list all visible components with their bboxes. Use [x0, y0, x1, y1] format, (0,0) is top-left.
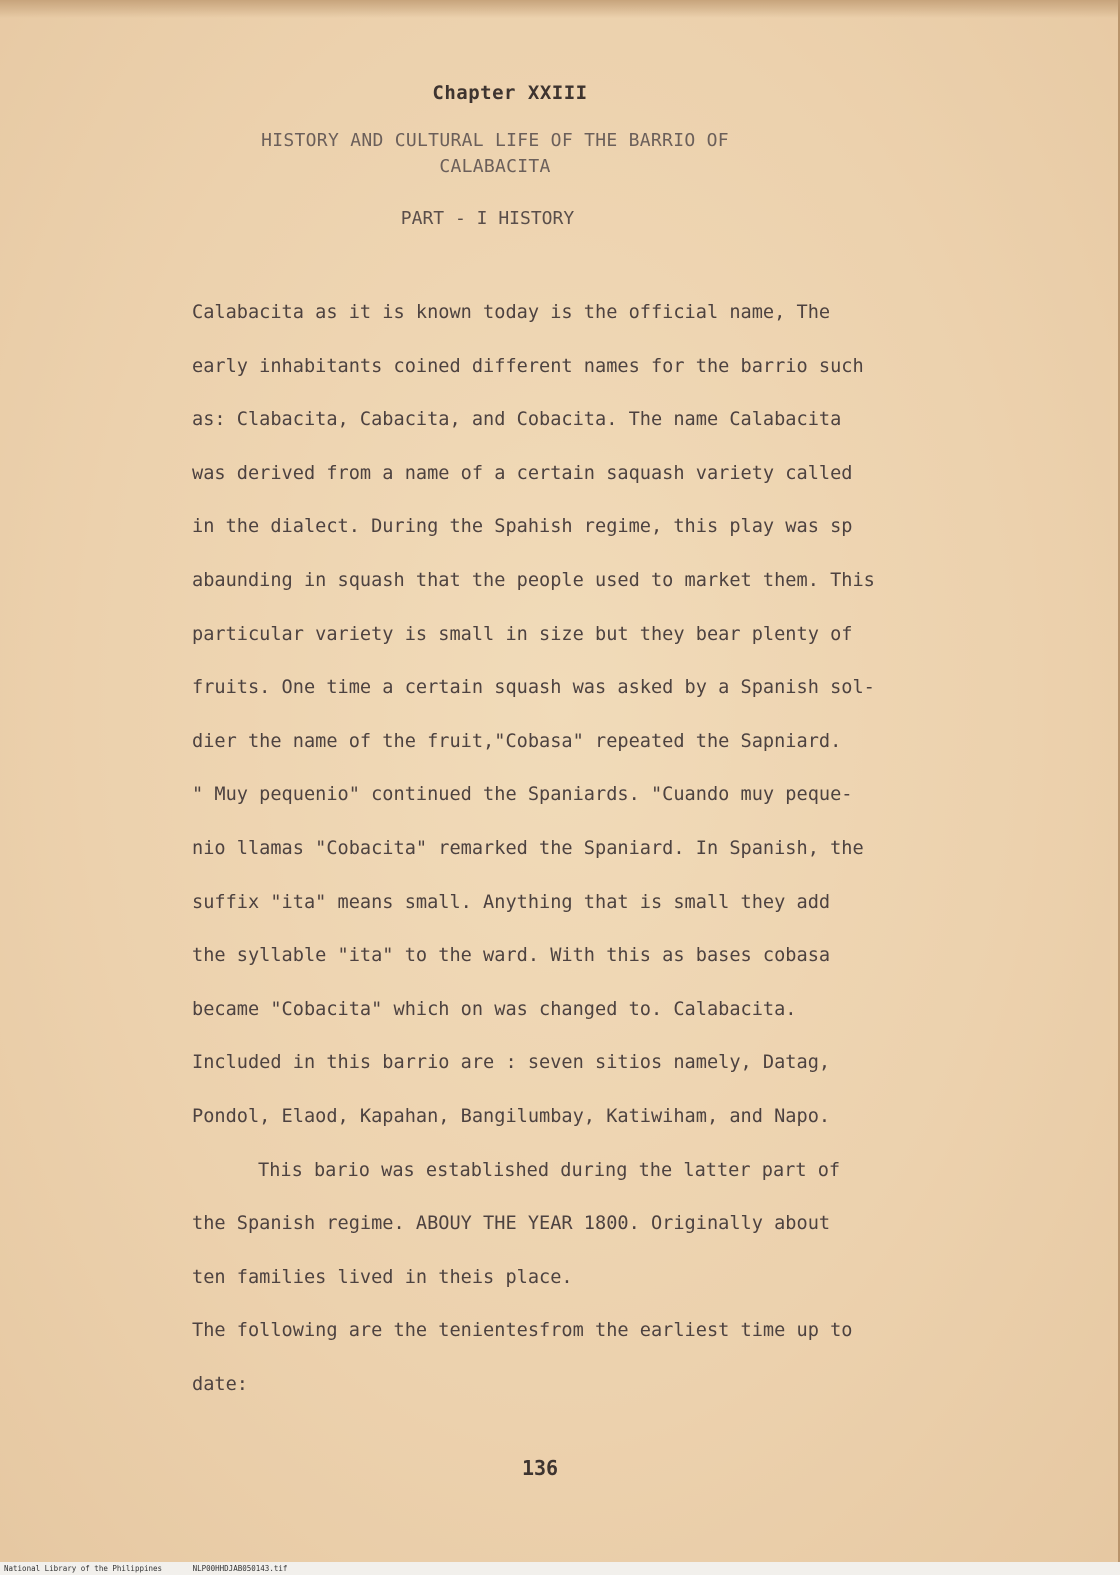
- text-line: suffix "ita" means small. Anything that is small they add: [192, 891, 831, 913]
- chapter-heading: Chapter XXIII: [432, 82, 588, 104]
- text-line: abaunding in squash that the people used to market them. This: [192, 569, 875, 591]
- text-line: was derived from a name of a certain saquash variety called: [192, 462, 853, 484]
- page-number: 136: [521, 1456, 559, 1480]
- scan-footer: [0, 1562, 1120, 1575]
- part-heading: PART - I HISTORY: [400, 208, 575, 229]
- title-line: CALABACITA: [439, 156, 551, 177]
- body-text: [192, 286, 1012, 1411]
- footer-filename: NLP00HHDJAB050143.tif: [192, 1564, 288, 1573]
- title-line: HISTORY AND CULTURAL LIFE OF THE BARRIO OF: [261, 130, 729, 151]
- text-line: early inhabitants coined different names for the barrio such: [192, 355, 864, 377]
- text-line: fruits. One time a certain squash was asked by a Spanish sol-: [192, 677, 875, 699]
- text-line: in the dialect. During the Spahish regime, this play was sp: [192, 516, 853, 538]
- page-top-edge: [0, 0, 1118, 18]
- text-line: The following are the tenientesfrom the earliest time up to: [192, 1320, 853, 1342]
- text-line: Pondol, Elaod, Kapahan, Bangilumbay, Katiwiham, and Napo.: [192, 1105, 831, 1127]
- text-line: nio llamas "Cobacita" remarked the Spaniard. In Spanish, the: [192, 837, 864, 859]
- text-line: as: Clabacita, Cabacita, and Cobacita. The name Calabacita: [192, 409, 842, 431]
- text-line: the syllable "ita" to the ward. With this as bases cobasa: [192, 945, 831, 967]
- text-line: date:: [192, 1373, 248, 1395]
- document-title: [0, 128, 990, 180]
- text-line: This bario was established during the latter part of: [258, 1159, 841, 1181]
- text-line: became "Cobacita" which on was changed to. Calabacita.: [192, 998, 797, 1020]
- text-line: ten families lived in theis place.: [192, 1266, 573, 1288]
- text-line: " Muy pequenio" continued the Spaniards. "Cuando muy peque-: [192, 784, 853, 806]
- text-line: dier the name of the fruit,"Cobasa" repeated the Sapniard.: [192, 730, 842, 752]
- footer-library: National Library of the Philippines: [4, 1564, 163, 1573]
- text-line: particular variety is small in size but they bear plenty of: [192, 623, 853, 645]
- text-line: Calabacita as it is known today is the official name, The: [192, 302, 831, 323]
- text-line: the Spanish regime. ABOUY THE YEAR 1800. Originally about: [192, 1213, 831, 1235]
- text-line: Included in this barrio are : seven sitios namely, Datag,: [192, 1052, 831, 1074]
